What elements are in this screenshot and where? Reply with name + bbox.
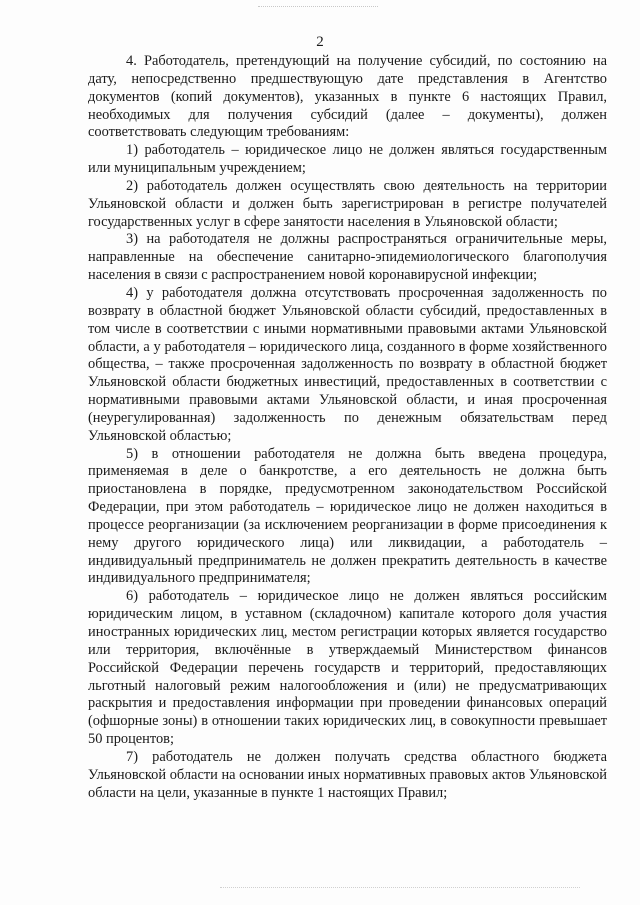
paragraph-subitem-3: 3) на работодателя не должны распространяться ограничительные меры, направленные на обеспечение санитарно-эпидемиологического благополучия населения в связи с распространением новой коронавирусной инфекции; <box>88 231 607 284</box>
scan-artifact-bottom <box>220 887 580 889</box>
scan-artifact-top <box>258 6 378 8</box>
paragraph-subitem-6: 6) работодатель – юридическое лицо не должен являться российским юридическим лицом, в уставном (складочном) капитале которого доля участия иностранных юридических лиц, местом регистрации которых является государство или территория, включённые в утверждаемый Министерством финансов Российской Федерации перечень государств и территорий, предоставляющих льготный налоговый режим налогообложения и (или) не предусматривающих раскрытия и предоставления информации при проведении финансовых операций (офшорные зоны) в отношении таких юридических лиц, в совокупности превышает 50 процентов; <box>88 588 607 748</box>
paragraph-subitem-1: 1) работодатель – юридическое лицо не должен являться государственным или муниципальным учреждением; <box>88 142 607 177</box>
paragraph-subitem-5: 5) в отношении работодателя не должна быть введена процедура, применяемая в деле о банкротстве, а его деятельность не должна быть приостановлена в порядке, предусмотренном законодательством Российской Федерации, при этом работодатель – юридическое лицо не должен находиться в процессе реорганизации (за исключением реорганизации в форме присоединения к нему другого юридического лица) или ликвидации, а работодатель – индивидуальный предприниматель не должен прекратить деятельность в качестве индивидуального предпринимателя; <box>88 445 607 587</box>
paragraph-subitem-2: 2) работодатель должен осуществлять свою деятельность на территории Ульяновской области и должен быть зарегистрирован в регистре получателей государственных услуг в сфере занятости населения в Ульяновской области; <box>88 177 607 230</box>
paragraph-subitem-7: 7) работодатель не должен получать средства областного бюджета Ульяновской области на основании иных нормативных правовых актов Ульяновской области на цели, указанные в пункте 1 настоящих Правил; <box>88 748 607 801</box>
paragraph-subitem-4: 4) у работодателя должна отсутствовать просроченная задолженность по возврату в областной бюджет Ульяновской области субсидий, предоставленных в том числе в соответствии с иными нормативными правовыми актами Ульяновской области, а у работодателя – юридического лица, созданного в форме хозяйственного общества, – также просроченная задолженность по возврату в областной бюджет Ульяновской области бюджетных инвестиций, предоставленных в соответствии с нормативными правовыми актами Ульяновской области, и иная просроченная (неурегулированная) задолженность по денежным обязательствам перед Ульяновской областью; <box>88 284 607 444</box>
document-body <box>88 53 607 802</box>
page-number: 2 <box>316 34 324 50</box>
paragraph-item-4: 4. Работодатель, претендующий на получение субсидий, по состоянию на дату, непосредственно предшествующую дате представления в Агентство документов (копий документов), указанных в пункте 6 настоящих Правил, необходимых для получения субсидий (далее – документы), должен соответствовать следующим требованиям: <box>88 53 607 141</box>
